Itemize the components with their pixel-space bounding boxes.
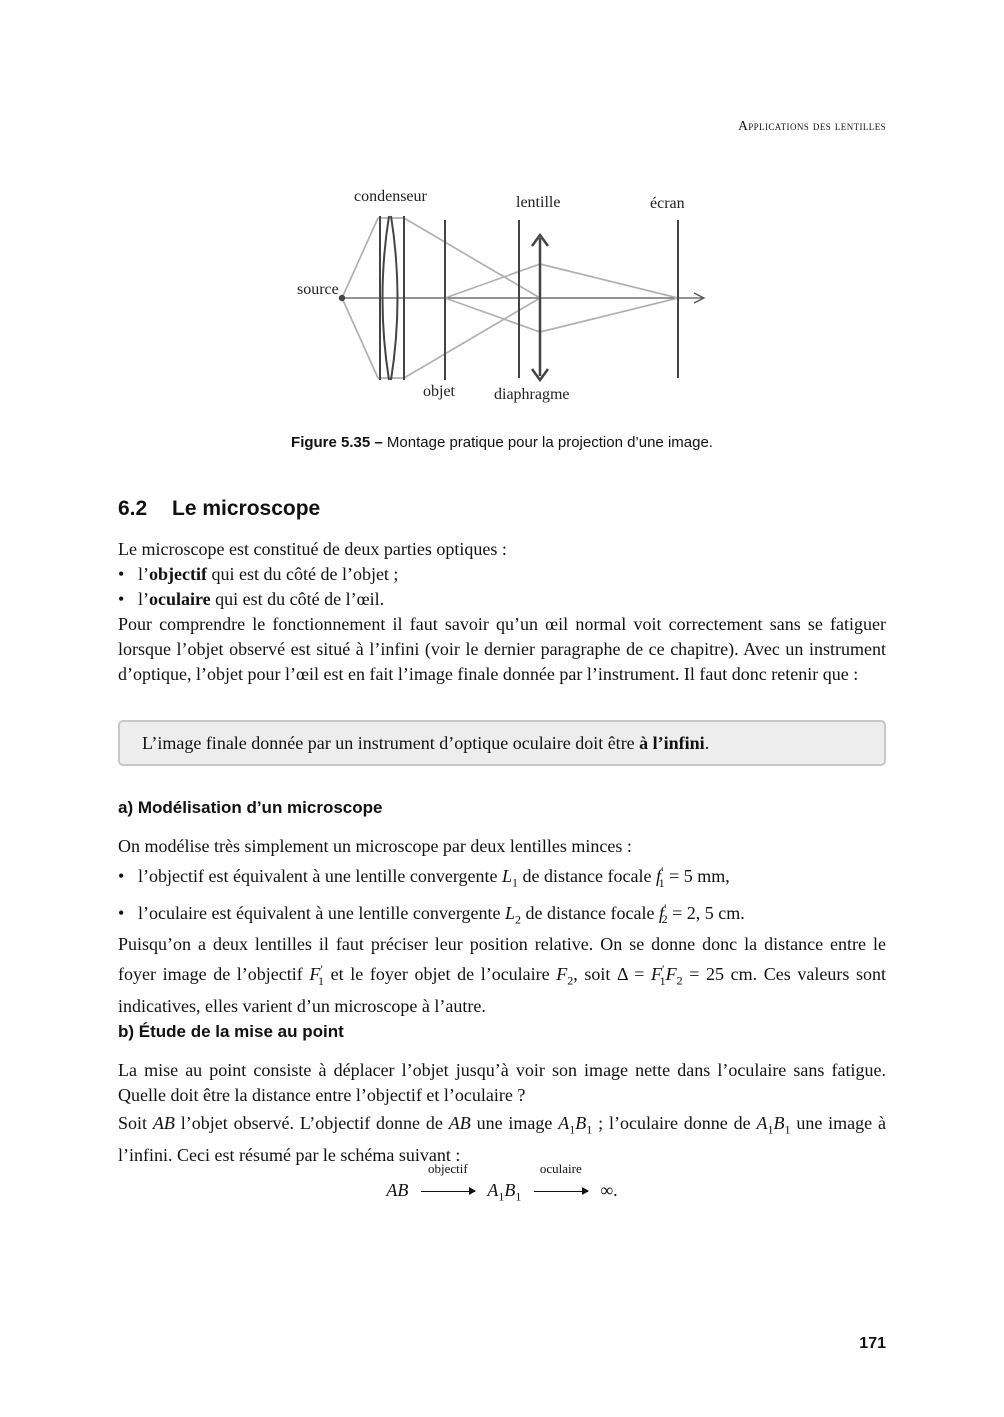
arrow-oculaire: oculaire	[532, 1181, 590, 1202]
sub-a-paragraph: Puisqu’on a deux lentilles il faut préciser leur position relative. On se donne donc la distance entre le foyer image de l’objectif $F'_1$ et le foyer objet de l’oculaire $F_2$, soit $\Delta = F'_1F_2 = 25$ cm. Ces valeurs sont indicatives, elles varient d’un microscope à l’autre.	[118, 934, 886, 1016]
label-condenseur: condenseur	[354, 188, 427, 205]
section-title-text: Le microscope	[172, 497, 321, 520]
label-source: source	[297, 281, 339, 298]
intro-line: Le microscope est constitué de deux parties optiques :	[118, 539, 507, 559]
list-item: • l’oculaire est équivalent à une lentille convergente $L_2$ de distance focale $f'_2 = 2$, 5 cm.	[118, 900, 745, 927]
label-lentille: lentille	[516, 194, 561, 211]
running-header: Applications des lentilles	[738, 118, 886, 133]
label-objet: objet	[423, 383, 455, 400]
caption-text: Montage pratique pour la projection d’une image.	[386, 434, 713, 451]
figure-caption	[0, 434, 1004, 451]
list-item: • l’objectif est équivalent à une lentille convergente $L_1$ de distance focale $f'_1 = 5$ mm,	[118, 864, 730, 890]
caption-number: Figure 5.35	[291, 434, 371, 451]
section-number: 6.2	[118, 497, 148, 520]
source-point	[339, 295, 345, 301]
caption-separator: –	[374, 434, 383, 451]
page-number: 171	[859, 1335, 886, 1352]
key-point-box: L’image finale donnée par un instrument d’optique oculaire doit être à l’infini.	[118, 720, 886, 766]
section-title	[118, 497, 320, 521]
intro-block	[118, 537, 886, 687]
label-diaphragme: diaphragme	[494, 386, 570, 403]
optics-figure	[290, 180, 720, 412]
subsection-b-title: b) Étude de la mise au point	[118, 1022, 344, 1041]
subsection-b-body	[118, 1058, 886, 1168]
projection-diagram	[290, 180, 720, 412]
sub-a-line: On modélise très simplement un microscope par deux lentilles minces :	[118, 836, 632, 856]
list-item: • l’objectif qui est du côté de l’objet ;	[118, 564, 399, 584]
subsection-a-body	[118, 834, 886, 1019]
sub-b-paragraph-1: La mise au point consiste à déplacer l’objet jusqu’à voir son image nette dans l’oculaire sans fatigue. Quelle doit être la distance entre l’objectif et l’oculaire ?	[118, 1060, 886, 1105]
list-item: • l’oculaire qui est du côté de l’œil.	[118, 589, 385, 609]
subsection-a-title: a) Modélisation d’un microscope	[118, 798, 383, 817]
imaging-scheme-formula: AB objectif $A_1B_1$ oculaire ∞.	[386, 1161, 618, 1204]
intro-paragraph: Pour comprendre le fonctionnement il faut savoir qu’un œil normal voit correctement sans se fatiguer lorsque l’objet observé est situé à l’infini (voir le dernier paragraphe de ce chapitre). Avec un instrument d’optique, l’objet pour l’œil est en fait l’image finale donnée par l’instrument. Il faut donc retenir que :	[118, 614, 886, 684]
label-ecran: écran	[650, 195, 685, 212]
sub-b-paragraph-2: Soit AB l’objet observé. L’objectif donne de AB une image $A_1B_1$ ; l’oculaire donne de $A_1B_1$ une image à l’infini. Ceci est résumé par le schéma suivant :	[118, 1113, 886, 1165]
arrow-objectif: objectif	[419, 1181, 477, 1202]
